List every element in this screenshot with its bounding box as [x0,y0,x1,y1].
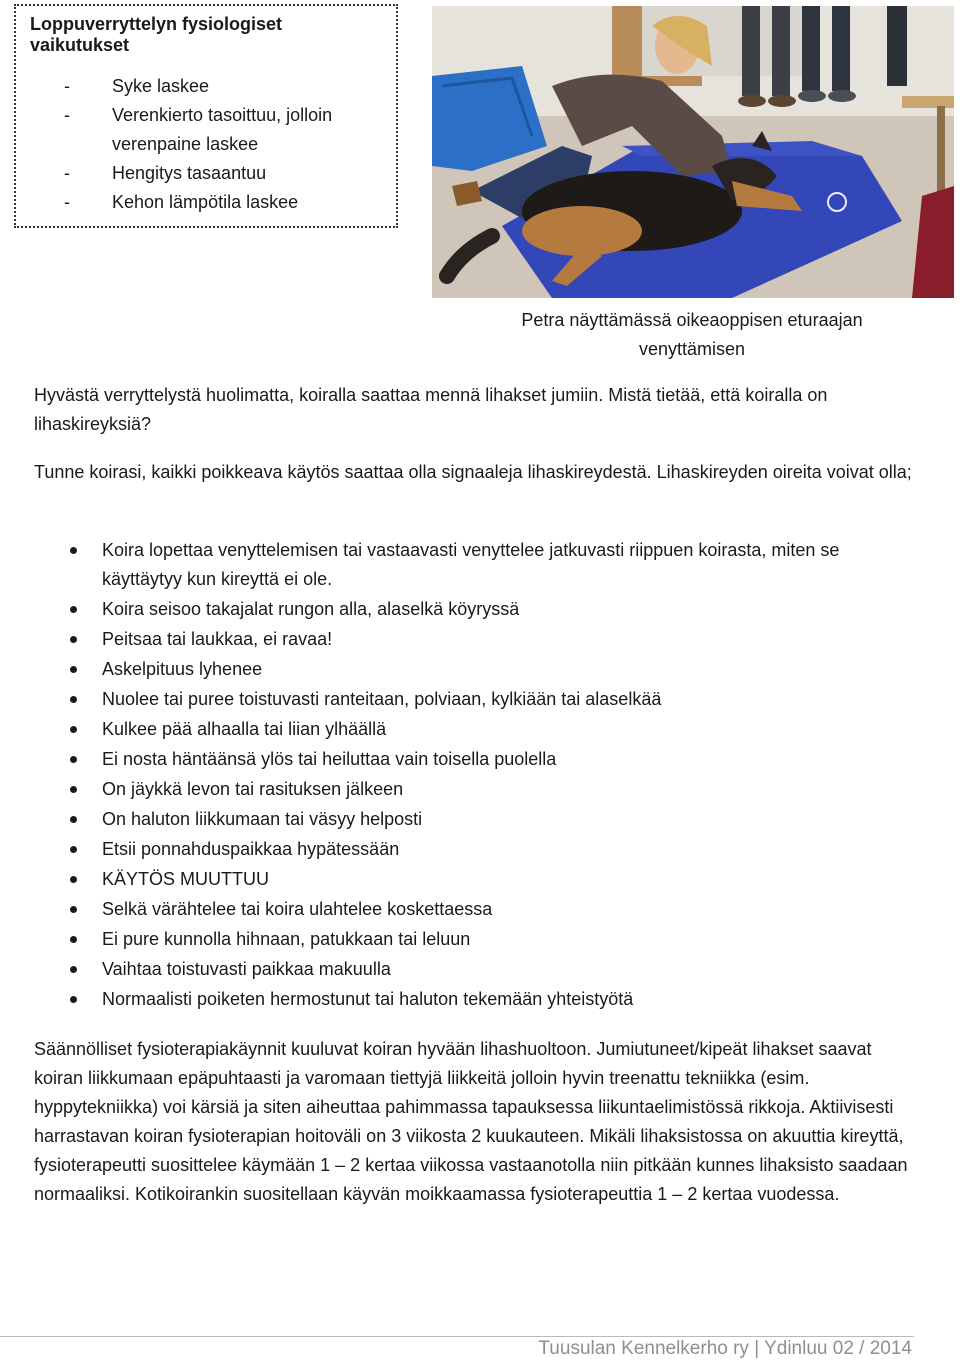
bullet-icon [70,786,77,793]
footer-divider [0,1336,914,1337]
bullet-icon [70,547,77,554]
photo-caption [432,306,952,364]
dash-marker: - [64,192,70,212]
bullet-icon [70,726,77,733]
list-item [64,188,362,217]
bullet-icon [70,606,77,613]
bullet-icon [70,966,77,973]
list-item-text: On jäykkä levon tai rasituksen jälkeen [102,779,404,799]
list-item-text: On haluton liikkumaan tai väsyy helposti [102,809,423,829]
symptoms-intro-paragraph: Tunne koirasi, kaikki poikkeava käytös saattaa olla signaaleja lihaskireydestä. Lihaskireyden oireita voivat olla; [34,462,912,482]
list-item-text: Syke laskee [112,76,210,96]
dog-stretching-photo [432,6,954,298]
bullet-icon [70,666,77,673]
list-item-text: Kulkee pää alhaalla tai liian ylhäällä [102,719,387,739]
list-item [34,595,914,624]
bullet-icon [70,846,77,853]
list-item-text: Normaalisti poiketen hermostunut tai haluton tekemään yhteistyötä [102,989,634,1009]
list-item [34,955,914,984]
bullet-icon [70,906,77,913]
dash-marker: - [64,163,70,183]
list-item-text: Ei nosta häntäänsä ylös tai heiluttaa vain toisella puolella [102,749,557,769]
list-item-text: Hengitys tasaantuu [112,163,267,183]
symptoms-list [34,536,914,1015]
intro-paragraph: Hyvästä verryttelystä huolimatta, koiralla saattaa mennä lihakset jumiin. Mistä tietää, että koiralla on lihaskireyksiä? [34,385,828,434]
dash-marker: - [64,105,70,125]
physio-paragraph: Säännölliset fysioterapiakäynnit kuuluvat koiran hyvään lihashuoltoon. Jumiutuneet/kipeät lihakset saavat koiran liikkumaan epäpuhtaasti ja varomaan tiettyjä liikkeitä jolloin hyvin treenattu tekniikka (esim. hyppytekniikka) voi kärsiä ja siten aiheuttaa pahimmassa tapauksessa liikuntaelimistössä rikkoja. Aktiivisesti harrastavan koiran fysioterapian hoitoväli on 3 viikosta 2 kuukauteen. Mikäli lihaksistossa on akuuttia kireyttä, fysioterapeutti suosittelee käymään 1 – 2 kertaa viikossa vastaanotolla niin pitkään kunnes lihaksisto saadaan normaaliksi. Kotikoirankin suositellaan käyvän moikkaamassa fysioterapeuttia 1 – 2 kertaa vuodessa. [34,1039,908,1204]
caption-line: venyttämisen [638,339,746,359]
list-item [64,72,362,101]
list-item-text: Koira lopettaa venyttelemisen tai vastaavasti venyttelee jatkuvasti riippuen koirasta, miten se käyttäytyy kun kireyttä ei ole. [102,540,840,589]
list-item-text: KÄYTÖS MUUTTUU [102,869,270,889]
list-item-text: Etsii ponnahduspaikkaa hypätessään [102,839,400,859]
bullet-icon [70,696,77,703]
list-item [34,985,914,1014]
dash-marker: - [64,76,70,96]
list-item-text: Peitsaa tai laukkaa, ei ravaa! [102,629,333,649]
list-item [34,925,914,954]
info-box [14,4,398,228]
list-item-text: Selkä värähtelee tai koira ulahtelee koskettaessa [102,899,493,919]
list-item [34,715,914,744]
list-item-text: Nuolee tai puree toistuvasti ranteitaan, polviaan, kylkiään tai alaselkää [102,689,662,709]
list-item [34,775,914,804]
caption-line: Petra näyttämässä oikeaoppisen eturaajan [521,310,863,330]
list-item-text: Ei pure kunnolla hihnaan, patukkaan tai leluun [102,929,471,949]
list-item-text: Vaihtaa toistuvasti paikkaa makuulla [102,959,391,979]
list-item [34,895,914,924]
list-item [34,805,914,834]
info-box-list [30,72,382,217]
info-box-title: Loppuverryttelyn fysiologiset vaikutukset [30,14,283,55]
bullet-icon [70,996,77,1003]
list-item [34,835,914,864]
photo-illustration [432,6,954,298]
list-item [64,159,362,188]
list-item-text: Verenkierto tasoittuu, jolloin verenpaine laskee [112,105,333,154]
list-item [34,536,914,594]
bullet-icon [70,876,77,883]
bullet-icon [70,816,77,823]
list-item [34,625,914,654]
bullet-icon [70,756,77,763]
list-item [64,101,362,159]
list-item-text: Koira seisoo takajalat rungon alla, alaselkä köyryssä [102,599,520,619]
page-footer: Tuusulan Kennelkerho ry | Ydinluu 02 / 2014 [538,1338,912,1359]
bullet-icon [70,936,77,943]
list-item [34,655,914,684]
bullet-icon [70,636,77,643]
list-item-text: Askelpituus lyhenee [102,659,263,679]
list-item [34,865,914,894]
list-item-text: Kehon lämpötila laskee [112,192,299,212]
list-item [34,685,914,714]
list-item [34,745,914,774]
